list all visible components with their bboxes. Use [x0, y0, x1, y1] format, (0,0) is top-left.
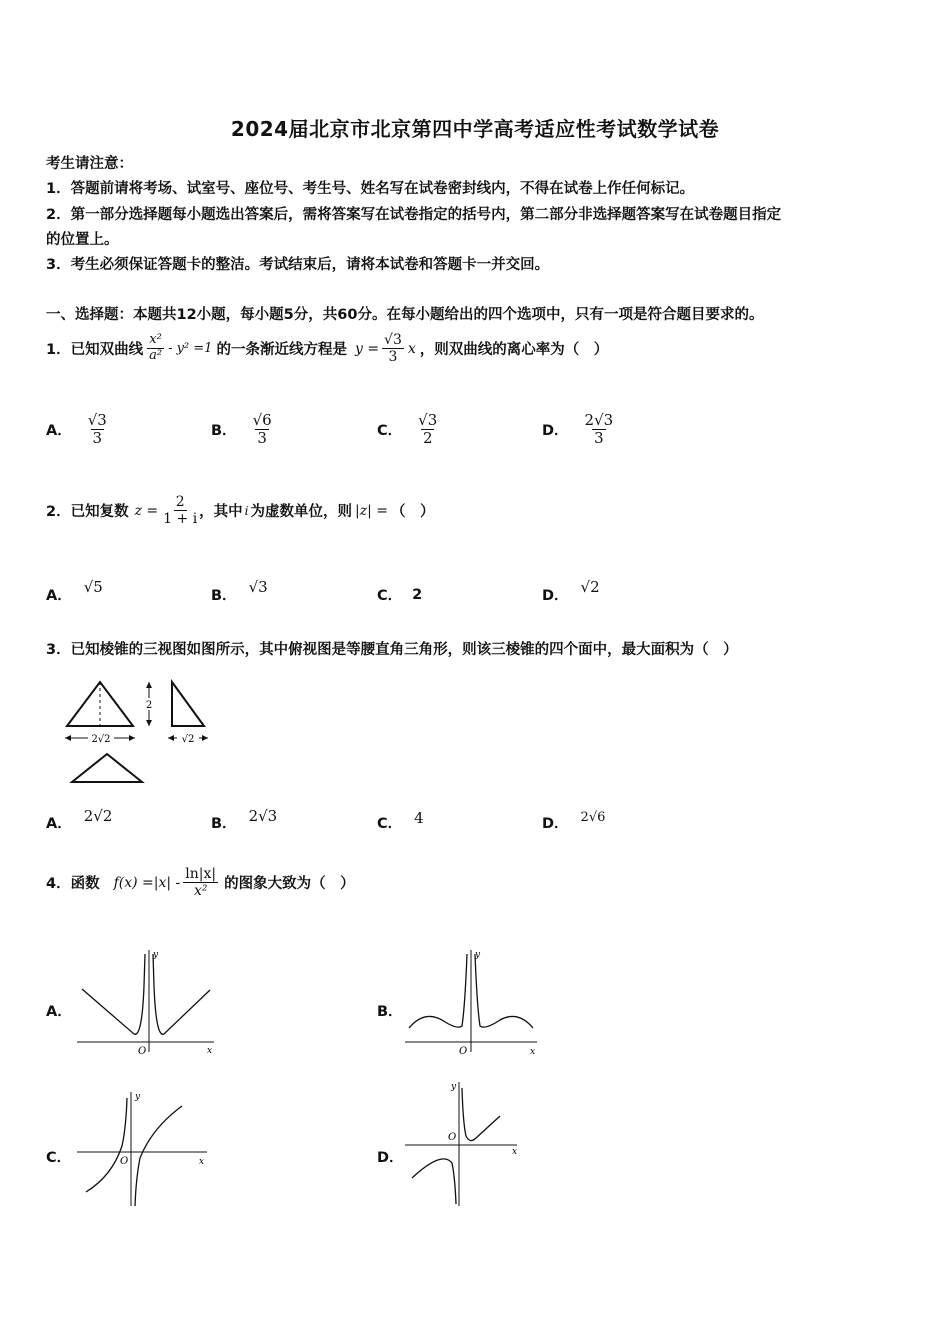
q1-equation-rest: - y² =1: [168, 341, 213, 357]
origin-label: O: [138, 1046, 147, 1057]
notice-item: 1．答题前请将考场、试室号、座位号、考生号、姓名写在试卷密封线内，不得在试卷上作任何标记。: [46, 181, 695, 197]
x-label: x: [199, 1157, 205, 1167]
q1-option-c[interactable]: [377, 412, 439, 448]
q4-option-a[interactable]: A．: [46, 1004, 72, 1020]
q4-option-d[interactable]: D．: [377, 1150, 404, 1166]
graph-c[interactable]: [72, 1088, 217, 1210]
option-label: C．: [377, 816, 403, 832]
option-value: 2√3: [248, 806, 278, 825]
q2-i: i: [244, 503, 249, 518]
notice-item: 的位置上。: [46, 232, 119, 248]
option-value: √3: [248, 577, 268, 596]
q2-mid: ，其中: [199, 504, 243, 521]
q4-num: ln|x|: [185, 866, 217, 882]
q1-option-a[interactable]: [46, 412, 109, 448]
option-den: 2: [422, 429, 433, 448]
question-3: 3．已知棱锥的三视图如图所示，其中俯视图是等腰直角三角形，则该三棱锥的四个面中，最大面积为（ ）: [46, 642, 738, 658]
question-2: [46, 494, 435, 527]
arrow-head: [146, 720, 152, 726]
notice-heading: 考生请注意：: [46, 156, 133, 172]
q2-fraction: [161, 494, 199, 527]
option-num: √3: [418, 411, 438, 429]
option-value: 2: [412, 586, 423, 603]
front-width-label: 2√2: [91, 734, 111, 745]
origin-label: O: [120, 1156, 129, 1167]
option-value: [251, 412, 274, 448]
arrow-head: [202, 735, 208, 741]
option-label: B．: [211, 816, 237, 832]
top-view-triangle: [72, 754, 142, 782]
option-value: 4: [414, 808, 424, 827]
q1-option-b[interactable]: [211, 412, 274, 448]
side-height-label: 2: [145, 700, 153, 711]
q4-option-c[interactable]: C．: [46, 1150, 72, 1166]
q1-fraction: [147, 333, 164, 364]
question-1: [46, 332, 608, 365]
q1-y-eq: y =: [354, 340, 380, 357]
option-value: [583, 412, 616, 448]
q2-option-b[interactable]: [211, 577, 268, 605]
q1-mid: 的一条渐近线方程是: [216, 342, 347, 359]
q4-den: x²: [193, 883, 208, 900]
q1-slope: [382, 332, 404, 365]
option-label: C．: [377, 588, 403, 604]
arrow-head: [129, 735, 135, 741]
q1-var: x: [407, 340, 416, 357]
q1-slope-num: √3: [384, 332, 402, 348]
option-label: D．: [542, 588, 569, 604]
arrow-head: [65, 735, 71, 741]
q4-func: f(x) =|x| -: [113, 874, 181, 891]
q2-suffix: （ ）: [391, 504, 435, 521]
curve-left: [82, 954, 145, 1034]
q4-suffix: 的图象大致为（ ）: [224, 876, 355, 893]
y-label: y: [451, 1082, 457, 1092]
option-num: 2√3: [584, 411, 614, 429]
option-label: A．: [46, 588, 72, 604]
option-num: √6: [252, 411, 272, 429]
y-label: y: [135, 1092, 141, 1102]
arrow-head: [168, 735, 174, 741]
arrow-head: [146, 682, 152, 688]
q3-option-d[interactable]: [542, 812, 605, 833]
three-view-figure: [58, 674, 218, 790]
q4-fraction: [183, 866, 218, 899]
q3-option-a[interactable]: [46, 806, 113, 833]
option-den: 3: [594, 429, 604, 448]
option-label: A．: [46, 423, 72, 440]
option-label: B．: [211, 423, 237, 440]
graph-b[interactable]: [402, 946, 547, 1058]
q1-option-d[interactable]: [542, 412, 615, 448]
q1-slope-den: 3: [388, 349, 398, 366]
page-title: 2024届北京市北京第四中学高考适应性考试数学试卷: [230, 117, 720, 141]
y-label: y: [153, 950, 159, 960]
x-label: x: [207, 1046, 213, 1056]
q2-num: 2: [175, 494, 185, 510]
origin-label: O: [459, 1046, 468, 1057]
section-heading: 一、选择题：本题共12小题，每小题5分，共60分。在每小题给出的四个选项中，只有一项是符合题目要求的。: [46, 307, 764, 323]
curve-right: [153, 954, 210, 1034]
graph-d[interactable]: [402, 1078, 532, 1208]
option-den: 3: [92, 429, 103, 448]
x-label: x: [512, 1147, 518, 1157]
q2-mid2: 为虚数单位，则: [250, 504, 353, 521]
origin-label: O: [448, 1132, 457, 1143]
option-label: D．: [542, 816, 569, 832]
q1-suffix: ，则双曲线的离心率为（ ）: [419, 342, 609, 359]
curve-left: [412, 1159, 456, 1204]
q3-option-c[interactable]: [377, 808, 424, 833]
q2-option-c[interactable]: [377, 584, 422, 605]
q4-option-b[interactable]: B．: [377, 1004, 403, 1020]
y-label: y: [475, 950, 481, 960]
option-label: B．: [211, 588, 237, 604]
option-label: D．: [542, 423, 569, 440]
notice-item: 2．第一部分选择题每小题选出答案后，需将答案写在试卷指定的括号内，第二部分非选择题答案写在试卷题目指定: [46, 207, 782, 223]
option-label: C．: [377, 423, 403, 440]
curve-left: [409, 954, 467, 1028]
graph-a[interactable]: [72, 946, 222, 1058]
q2-option-a[interactable]: [46, 577, 103, 605]
side-width-label: √2: [181, 734, 195, 745]
curve-right: [135, 1106, 182, 1206]
option-value: 2√2: [83, 806, 113, 825]
q2-option-d[interactable]: [542, 577, 600, 605]
q1-frac-num: x²: [149, 332, 162, 348]
curve-right: [475, 954, 533, 1028]
q1-frac-den: a²: [149, 348, 163, 364]
q4-prefix: 4．函数: [46, 876, 100, 893]
option-value: [86, 412, 109, 448]
curve-left: [86, 1098, 127, 1192]
question-4: [46, 866, 355, 899]
option-den: 3: [257, 429, 267, 448]
side-view-triangle: [172, 682, 204, 726]
q2-abs: |z| =: [355, 502, 389, 519]
option-label: A．: [46, 816, 72, 832]
option-value: [416, 412, 439, 448]
notice-item: 3．考生必须保证答题卡的整洁。考试结束后，请将本试卷和答题卡一并交回。: [46, 257, 550, 273]
q2-den: 1 + i: [163, 511, 198, 528]
option-value: √2: [580, 577, 600, 596]
q3-option-b[interactable]: [211, 806, 278, 833]
x-label: x: [530, 1047, 536, 1057]
curve-right: [462, 1088, 500, 1141]
q2-z-eq: z =: [134, 502, 159, 519]
option-value: 2√6: [580, 810, 606, 825]
option-value: √5: [83, 577, 103, 596]
option-num: √3: [87, 411, 107, 429]
q1-prefix: 1．已知双曲线: [46, 342, 144, 359]
q2-prefix: 2．已知复数: [46, 504, 129, 521]
